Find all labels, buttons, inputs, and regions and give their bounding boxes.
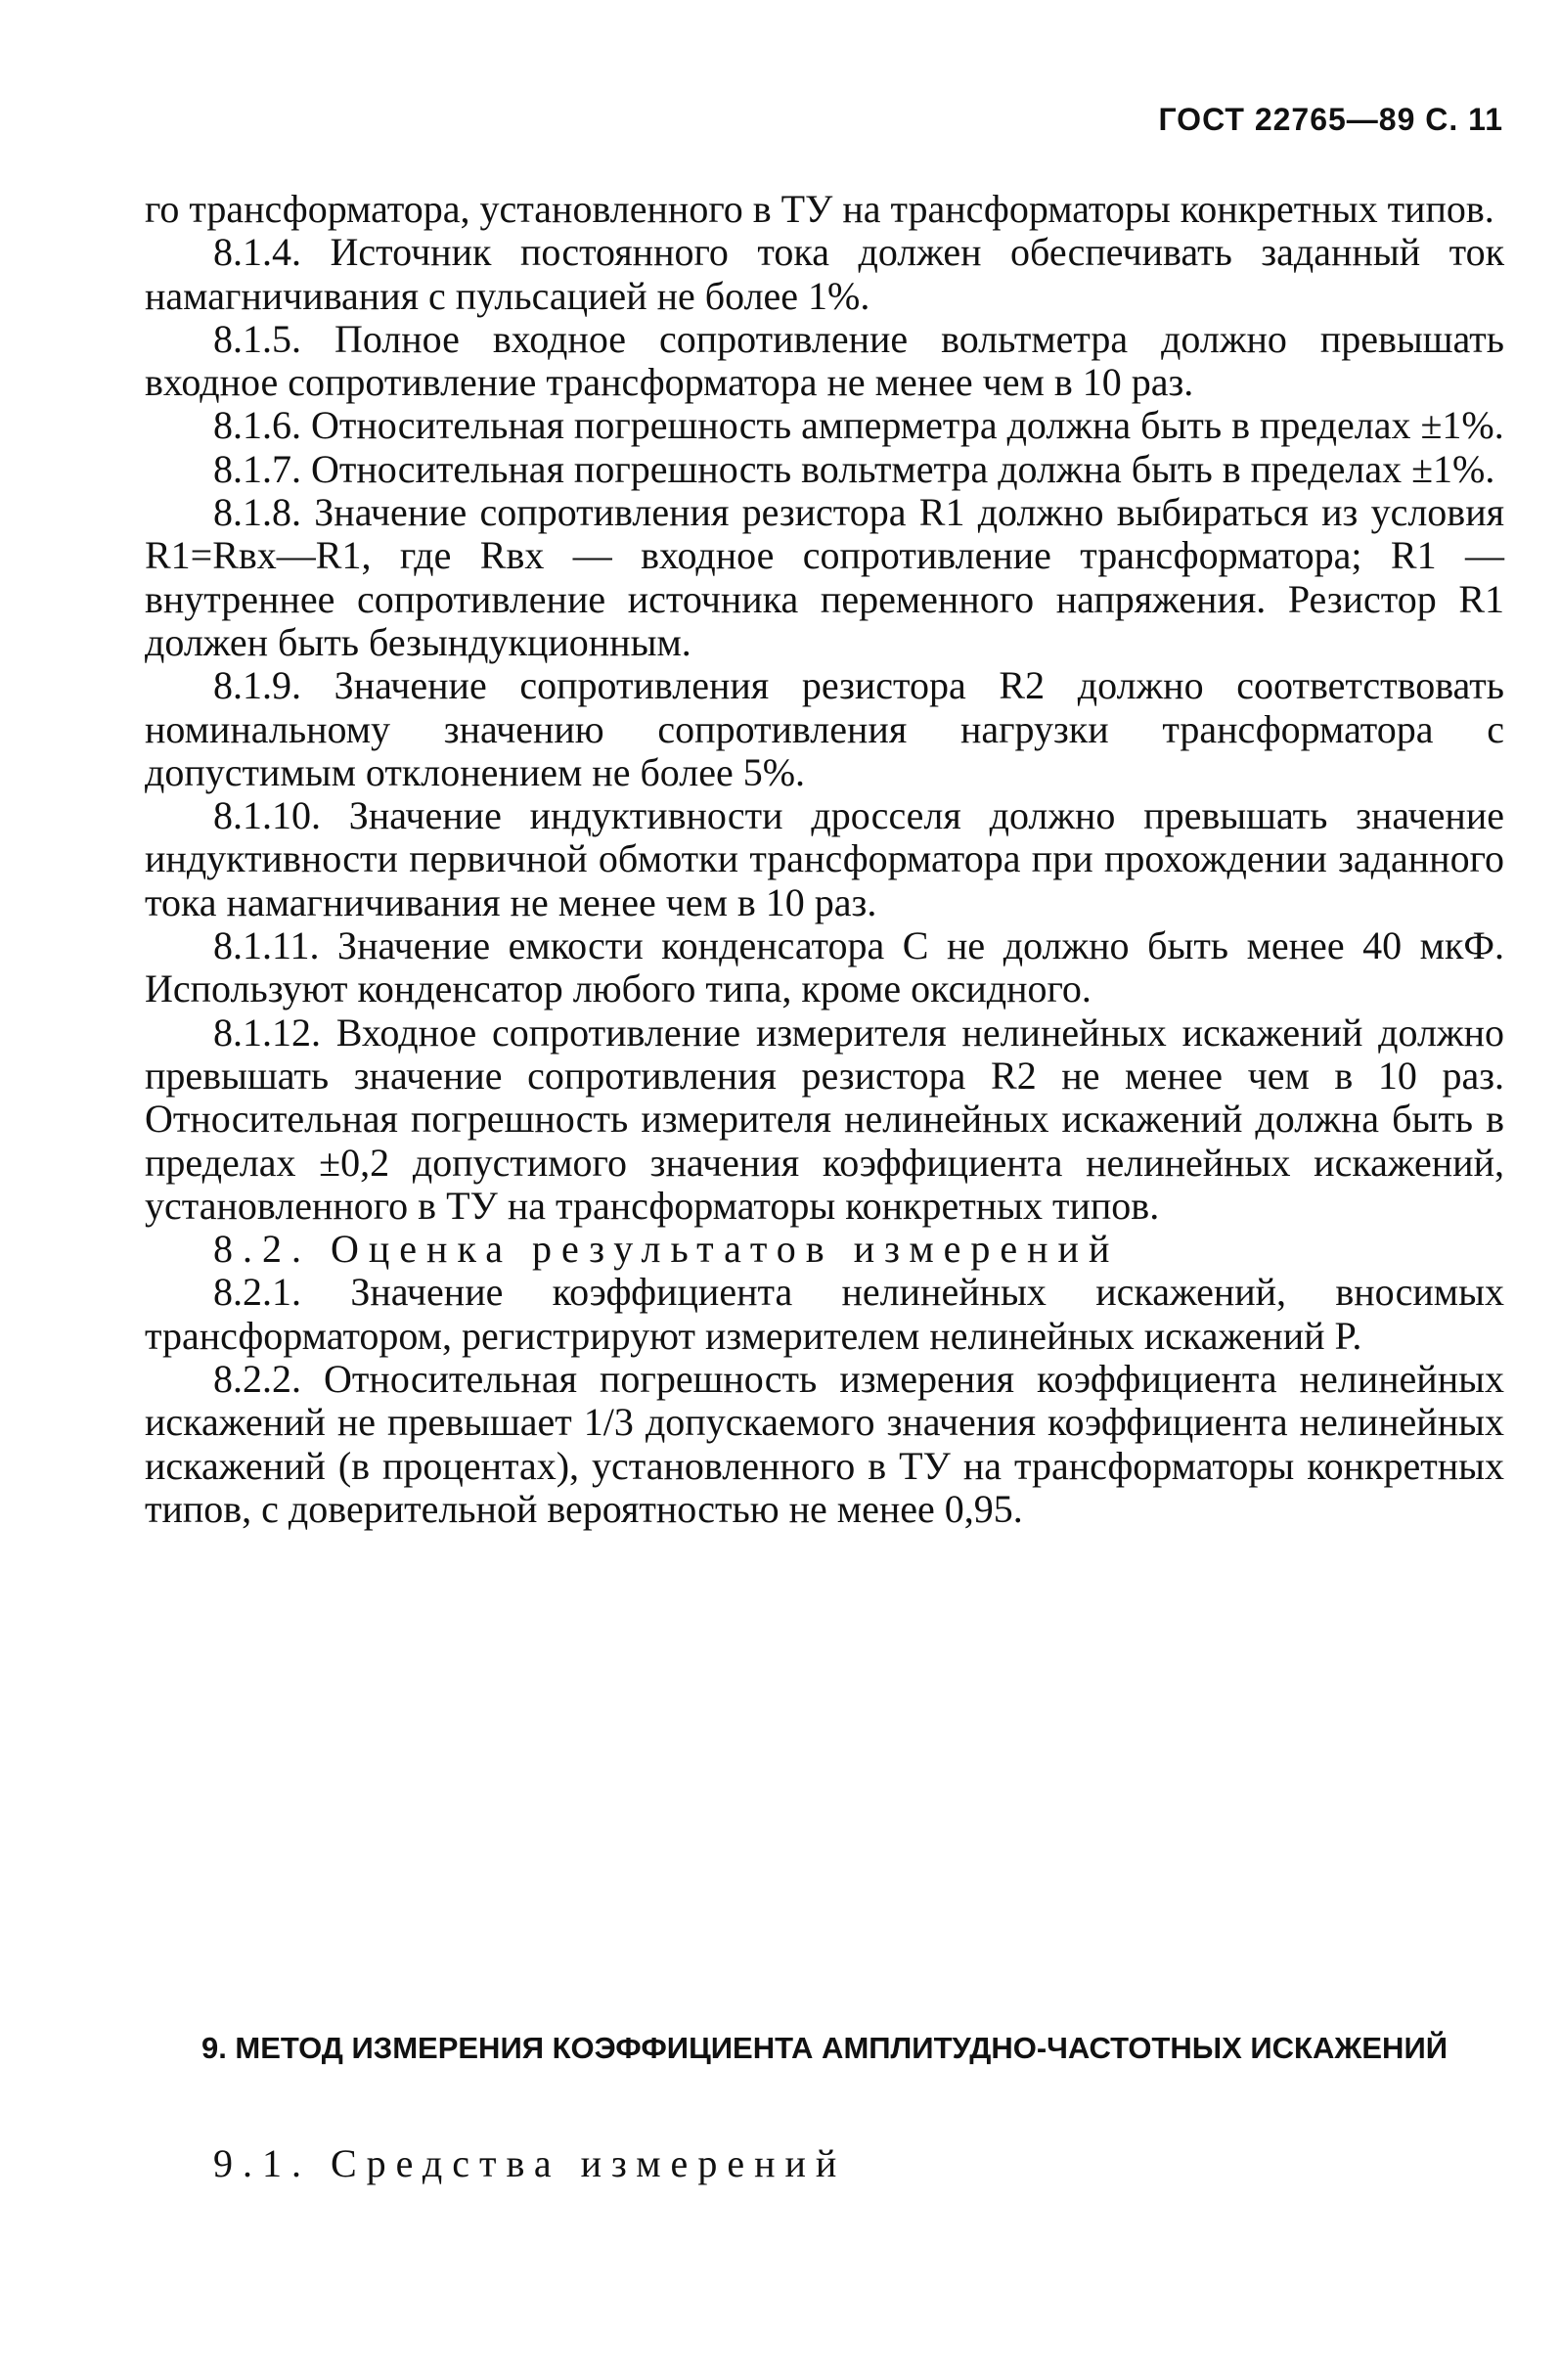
- paragraph-8-1-7: 8.1.7. Относительная погрешность вольтметра должна быть в пределах ±1%.: [213, 446, 1495, 491]
- paragraph-8-1-6: 8.1.6. Относительная погрешность амперметра должна быть в пределах ±1%.: [213, 403, 1504, 448]
- body-text: [145, 188, 1504, 1531]
- paragraph-8-1-12: 8.1.12. Входное сопротивление измерителя нелинейных искажений должно превышать значение сопротивления резистора R2 не менее чем в 10 раз. Относительная погрешность измерителя нелинейных искажений должна быть в пределах ±0,2 допустимого значения коэффициента нелинейных искажений, установленного в ТУ на трансформаторы конкретных типов.: [145, 1010, 1504, 1228]
- paragraph-8-1-8: 8.1.8. Значение сопротивления резистора R1 должно выбираться из условия R1=Rвх—R1, где Rвх — входное сопротивление трансформатора; R1 — внутреннее сопротивление источника переменного напряжения. Резистор R1 должен быть безындукционным.: [145, 490, 1504, 664]
- paragraph-8-2-1: 8.2.1. Значение коэффициента нелинейных искажений, вносимых трансформатором, регистрируют измерителем нелинейных искажений P.: [145, 1270, 1504, 1358]
- paragraph-continuation: го трансформатора, установленного в ТУ на трансформаторы конкретных типов.: [145, 187, 1494, 231]
- section-9-title: 9. МЕТОД ИЗМЕРЕНИЯ КОЭФФИЦИЕНТА АМПЛИТУДНО-ЧАСТОТНЫХ ИСКАЖЕНИЙ: [201, 2031, 1449, 2065]
- paragraph-8-1-4: 8.1.4. Источник постоянного тока должен обеспечивать заданный ток намагничивания с пульсацией не более 1%.: [145, 230, 1504, 318]
- paragraph-8-1-9: 8.1.9. Значение сопротивления резистора R2 должно соответствовать номинальному значению сопротивления нагрузки трансформатора с допустимым отклонением не более 5%.: [145, 663, 1504, 794]
- paragraph-8-1-10: 8.1.10. Значение индуктивности дросселя должно превышать значение индуктивности первичной обмотки трансформатора при прохождении заданного тока намагничивания не менее чем в 10 раз.: [145, 793, 1504, 924]
- page-header: ГОСТ 22765—89 С. 11: [1158, 102, 1503, 137]
- paragraph-8-2-2: 8.2.2. Относительная погрешность измерения коэффициента нелинейных искажений не превышает 1/3 допускаемого значения коэффициента нелинейных искажений (в процентах), установленного в ТУ на трансформаторы конкретных типов, с доверительной вероятностью не менее 0,95.: [145, 1357, 1504, 1531]
- paragraph-8-1-11: 8.1.11. Значение емкости конденсатора C не должно быть менее 40 мкФ. Используют конденсатор любого типа, кроме оксидного.: [145, 923, 1504, 1011]
- subsection-heading-9-1: 9.1. Средства измерений: [213, 2141, 847, 2185]
- subsection-heading-8-2: 8.2. Оценка результатов измерений: [213, 1227, 1120, 1272]
- paragraph-8-1-5: 8.1.5. Полное входное сопротивление вольтметра должно превышать входное сопротивление трансформатора не менее чем в 10 раз.: [145, 316, 1504, 405]
